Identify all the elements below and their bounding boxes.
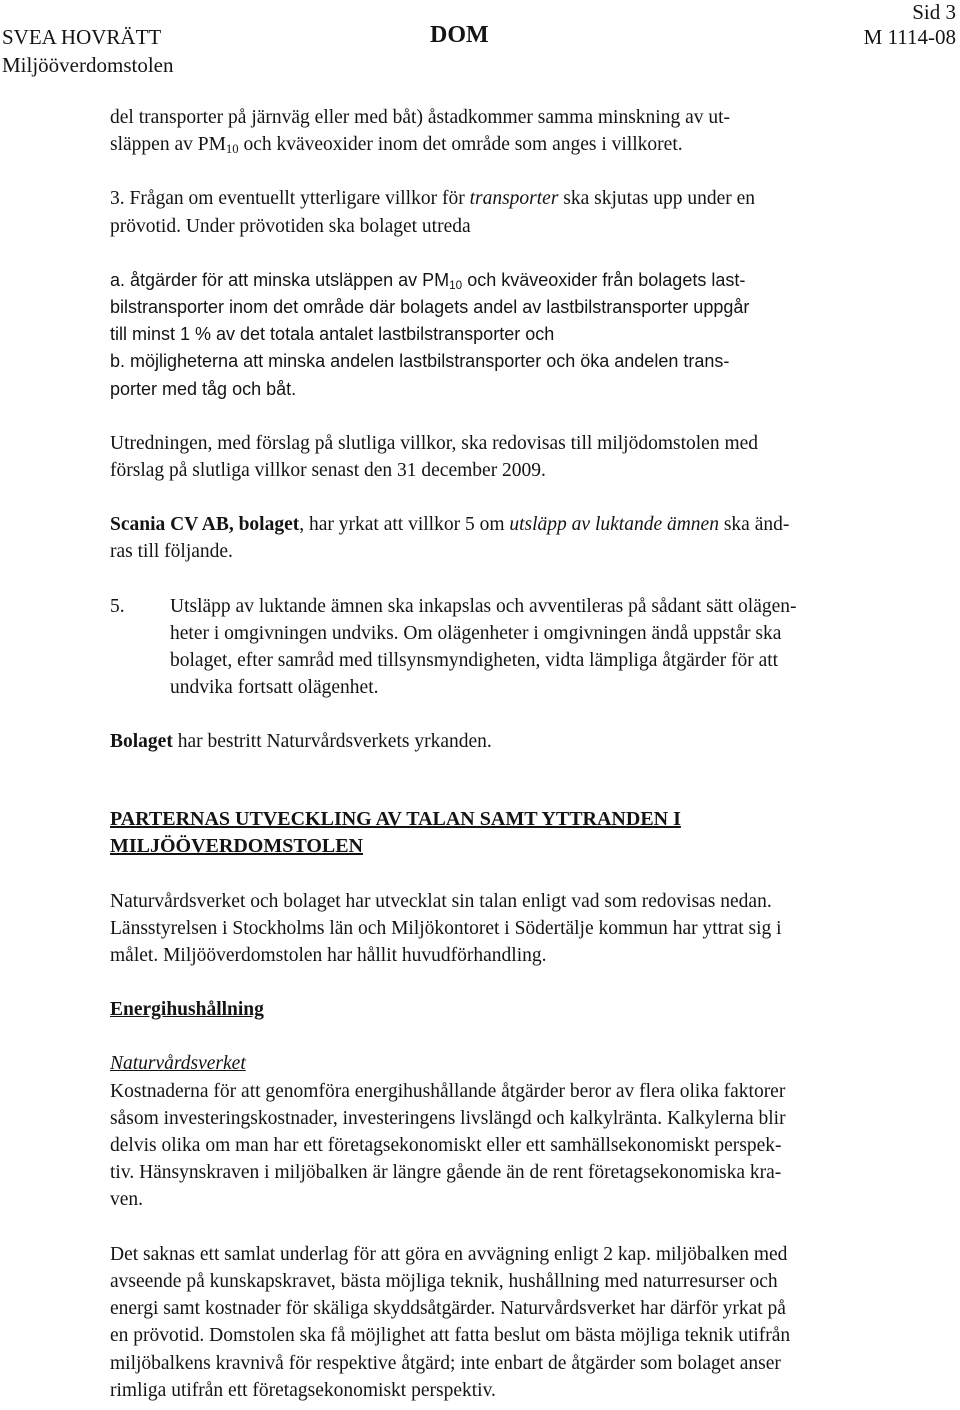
subheading: Energihushållning (110, 999, 264, 1021)
naturvardsverket-paragraph: Kostnaderna för att genomföra energihushållande åtgärder beror av flera olika faktorer såsom investeringskostnader, investeringens livslängd och kalkylränta. Kalkylerna blir delvis olika om man har ett företagsekonomiskt eller ett samhällsekonomiskt perspek- tiv. Hänsynskraven i miljöbalken är längre gående än de rent företagsekonomiska kra- ven. (110, 1080, 786, 1211)
page-number: Sid 3 (912, 0, 956, 24)
document-body (110, 104, 922, 1404)
party-heading: Naturvårdsverket (110, 1053, 246, 1075)
continued-paragraph: del transporter på järnväg eller med båt) åstadkommer samma minskning av ut- släppen av $PM_{10}$ och kväveoxider inom det område som anges i villkoret. (110, 107, 731, 157)
court-division: Miljööverdomstolen (2, 53, 174, 77)
item-5: 5. Utsläpp av luktande ämnen ska inkapslas och avventileras på sådant sätt olägen- heter i omgivningen undviks. Om olägenheter i omgivningen ändå uppstår ska bolaget, efter samråd med tillsynsmyndigheten, vidta lämpliga åtgärder för att undvika fortsatt olägenhet. (110, 593, 922, 702)
utredning-paragraph: Utredningen, med förslag på slutliga villkor, ska redovisas till miljödomstolen med förslag på slutliga villkor senast den 31 december 2009. (110, 432, 759, 482)
case-number: M 1114-08 (863, 25, 956, 49)
bestritt-paragraph: Bolaget har bestritt Naturvårdsverkets yrkanden. (110, 731, 492, 753)
section-heading: PARTERNAS UTVECKLING AV TALAN SAMT YTTRANDEN I MILJÖÖVERDOMSTOLEN (110, 807, 681, 858)
scania-paragraph: Scania CV AB, bolaget, har yrkat att villkor 5 om utsläpp av luktande ämnen ska änd- ras till följande. (110, 514, 790, 563)
item-3-sub-a: a. åtgärder för att minska utsläppen av $PM_{10}$ och kväveoxider från bolagets last- bilstransporter inom det område där bolagets andel av lastbilstransporter uppgår till minst 1 % av det totala antalet lastbilstransporter och (110, 269, 750, 345)
item-3: 3. Frågan om eventuellt ytterligare villkor för transporter ska skjutas upp under en prövotid. Under prövotiden ska bolaget utreda (110, 188, 756, 237)
document-type: DOM (430, 22, 489, 48)
underlag-paragraph: Det saknas ett samlat underlag för att göra en avvägning enligt 2 kap. miljöbalken med avseende på kunskapskravet, bästa möjliga teknik, hushållning med naturresurser och energi samt kostnader för skäliga skyddsåtgärder. Naturvårdsverket har därför yrkat på en prövotid. Domstolen ska få möjlighet att fatta beslut om bästa möjliga teknik utifrån miljöbalkens kravnivå för respektive åtgärd; inte enbart de åtgärder som bolaget anser rimliga utifrån ett företagsekonomiskt perspektiv. (110, 1243, 791, 1401)
court-name: SVEA HOVRÄTT (2, 25, 162, 49)
item-3-sub-b: b. möjligheterna att minska andelen lastbilstransporter och öka andelen trans- porter med tåg och båt. (110, 351, 730, 399)
parter-paragraph: Naturvårdsverket och bolaget har utvecklat sin talan enligt vad som redovisas nedan. Länsstyrelsen i Stockholms län och Miljökontoret i Södertälje kommun har yttrat sig i målet. Miljööverdomstolen har hållit huvudförhandling. (110, 890, 782, 967)
item-5-number: 5. (110, 595, 125, 617)
